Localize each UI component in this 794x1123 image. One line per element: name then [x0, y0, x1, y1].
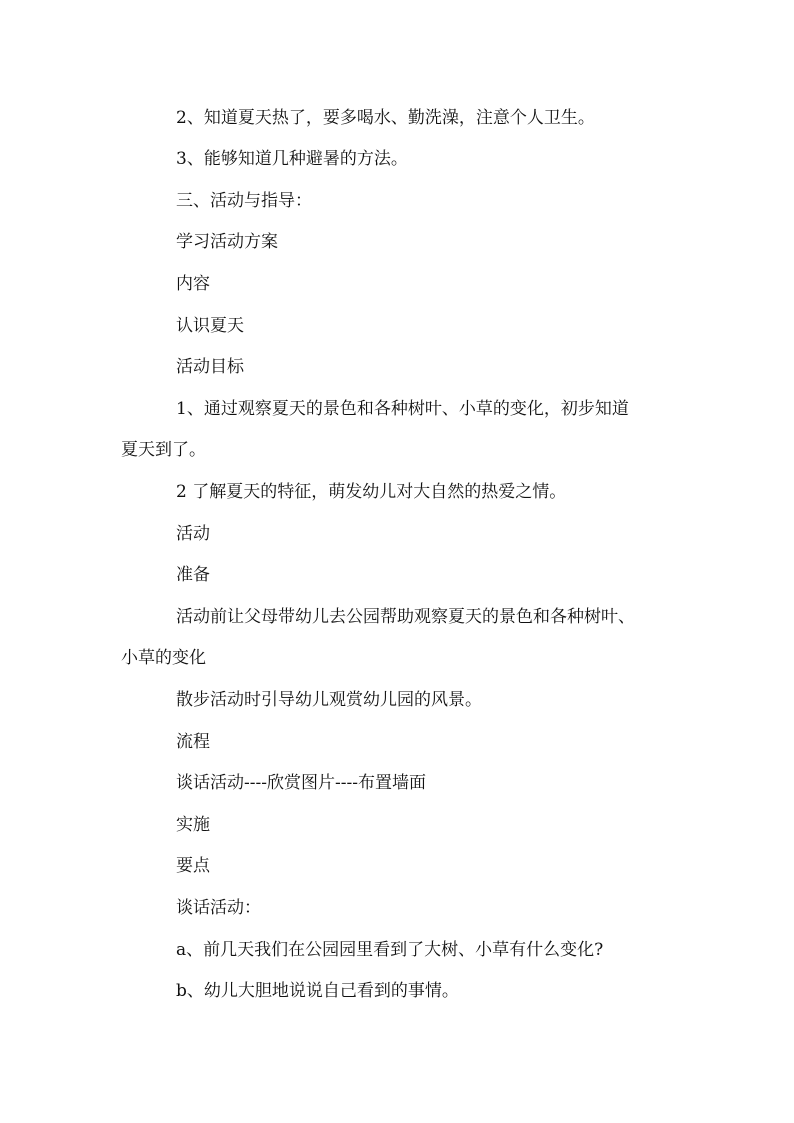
text-line: b、幼儿大胆地说说自己看到的事情。	[176, 981, 459, 1001]
text-line: 夏天到了。	[121, 440, 206, 460]
text-line: 2、知道夏天热了，要多喝水、勤洗澡，注意个人卫生。	[176, 108, 595, 128]
text-line: a、前几天我们在公园园里看到了大树、小草有什么变化?	[176, 940, 604, 960]
text-line: 谈话活动：	[176, 898, 261, 918]
text-line: 活动前让父母带幼儿去公园帮助观察夏天的景色和各种树叶、	[176, 607, 635, 627]
text-line: 1、通过观察夏天的景色和各种树叶、小草的变化，初步知道	[176, 399, 629, 419]
text-line: 要点	[176, 856, 210, 876]
section-heading: 三、活动与指导：	[176, 191, 312, 211]
text-line: 活动目标	[176, 357, 244, 377]
text-line: 流程	[176, 732, 210, 752]
text-line: 内容	[176, 274, 210, 294]
text-line: 实施	[176, 815, 210, 835]
text-line: 准备	[176, 565, 210, 585]
text-line: 活动	[176, 524, 210, 544]
text-line: 认识夏天	[176, 316, 244, 336]
text-line: 学习活动方案	[176, 232, 278, 252]
text-line: 3、能够知道几种避暑的方法。	[176, 149, 408, 169]
text-line: 散步活动时引导幼儿观赏幼儿园的风景。	[176, 690, 482, 710]
text-line: 谈话活动----欣赏图片----布置墙面	[176, 773, 426, 793]
text-line: 2 了解夏天的特征，萌发幼儿对大自然的热爱之情。	[176, 482, 567, 502]
text-line: 小草的变化	[121, 648, 206, 668]
